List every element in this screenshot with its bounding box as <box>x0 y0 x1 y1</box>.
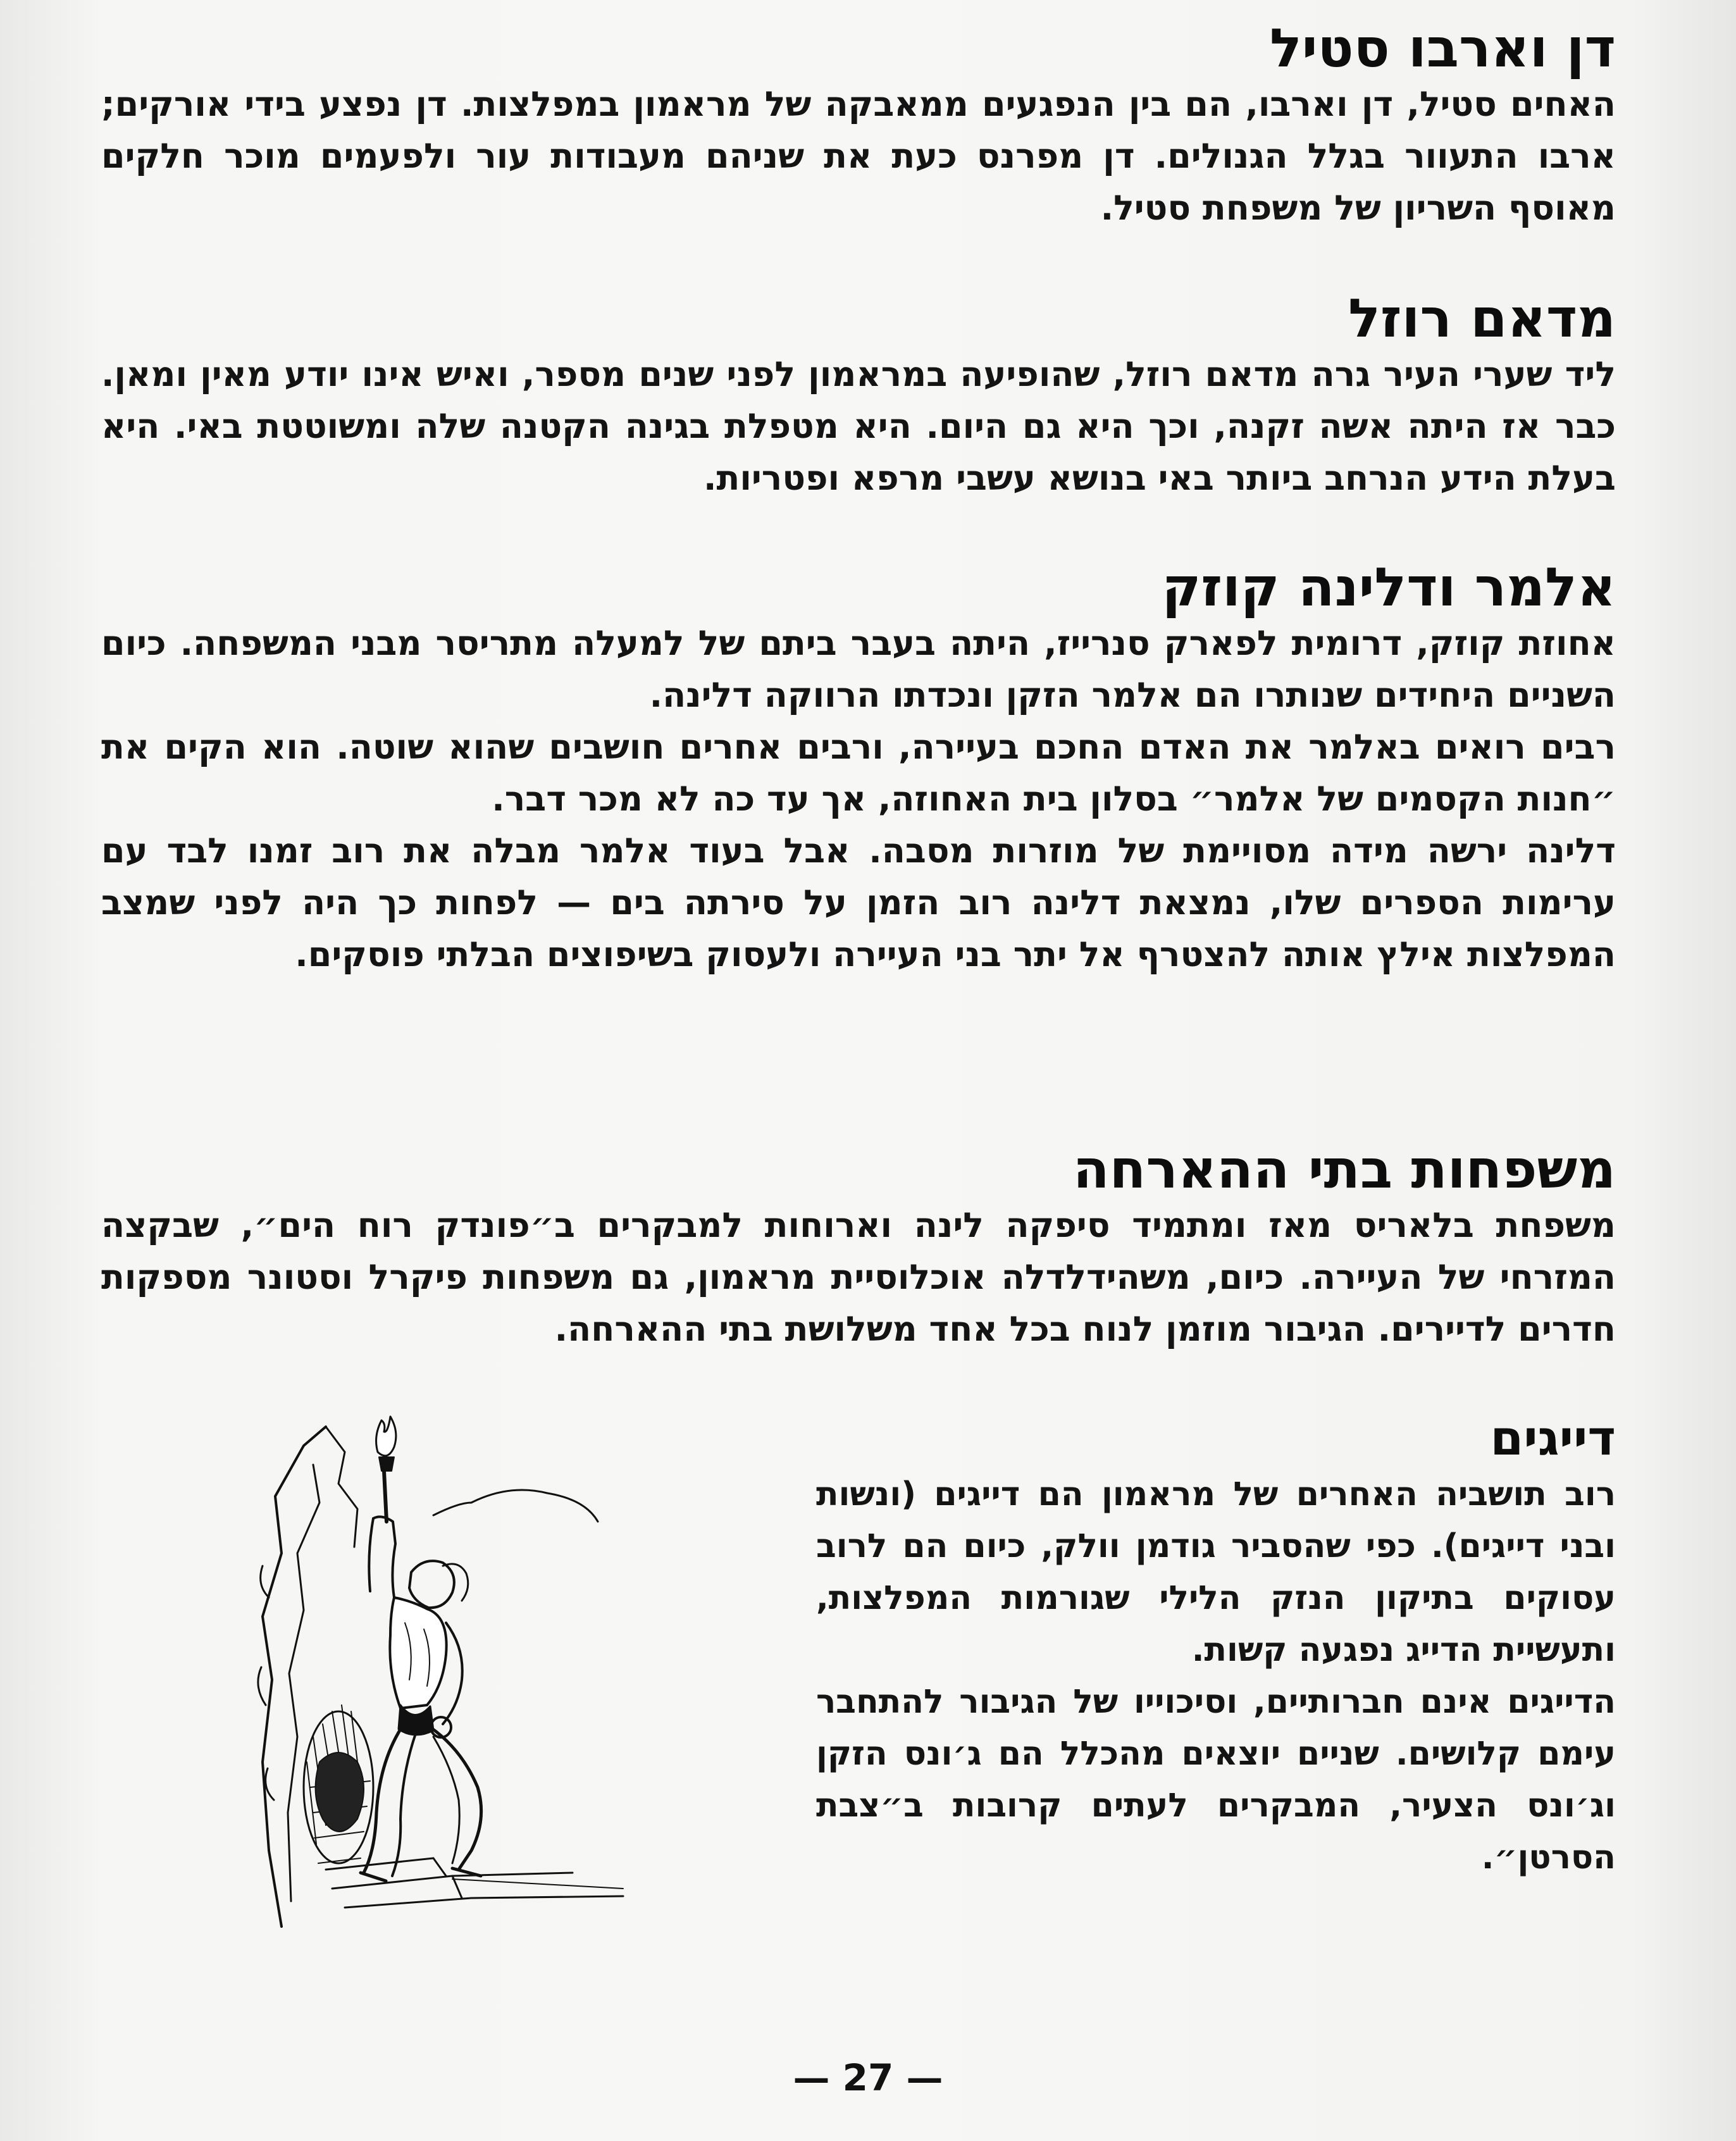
paragraph: ליד שערי העיר גרה מדאם רוזל, שהופיעה במראמון לפני שנים מספר, ואיש אינו יודע מאין ומאן. כבר אז היתה אשה זקנה, וכך היא גם היום. היא מטפלת בגינה הקטנה שלה ומשוטטת באי. היא בעלת הידע הנרחב ביותר באי בנושא עשבי מרפא ופטריות. <box>101 354 1616 498</box>
paragraph: רבים רואים באלמר את האדם החכם בעיירה, ורבים אחרים חושבים שהוא שוטה. הוא הקים את ״חנות הקסמים של אלמר״ בסלון בית האחוזה, אך עד כה לא מכר דבר. <box>101 727 1616 819</box>
page-number: — 27 — <box>793 2056 943 2099</box>
torch-bearer-illustration <box>244 1408 648 1933</box>
section-heading: דן וארבו סטיל <box>1269 17 1616 79</box>
paragraph: אחוזת קוזק, דרומית לפארק סנרייז, היתה בעבר ביתם של למעלה מתריסר מבני המשפחה. כיום השניים היחידים שנותרו הם אלמר הזקן ונכדתו הרווקה דלינה. <box>101 623 1616 715</box>
paragraph: משפחת בלאריס מאז ומתמיד סיפקה לינה וארוחות למבקרים ב״פונדק רוח הים״, שבקצה המזרחי של העיירה. כיום, משהידלדלה אוכלוסיית מראמון, גם משפחות פיקרל וסטונר מספקות חדרים לדיירים. הגיבור מוזמן לנוח בכל אחד משלושת בתי ההארחה. <box>101 1205 1616 1349</box>
section-guesthouse-families <box>101 1139 1616 1355</box>
section-steel-brothers <box>101 18 1616 234</box>
section-heading: מדאם רוזל <box>1348 287 1616 349</box>
section-madam-rozel <box>101 288 1616 504</box>
paragraph: האחים סטיל, דן וארבו, הם בין הנפגעים ממאבקה של מראמון במפלצות. דן נפצע בידי אורקים; ארבו התעוור בגלל הגנולים. דן מפרנס כעת את שניהם מעבודות עור ולפעמים מוכר חלקים מאוסף השריון של משפחת סטיל. <box>101 84 1616 228</box>
paragraph: דלינה ירשה מידה מסויימת של מוזרות מסבה. אבל בעוד אלמר מבלה את רוב זמנו לבד עם ערימות הספרים שלו, נמצאת דלינה רוב הזמן על סירתה בים — לפחות כך היה לפני שמצב המפלצות אילץ אותה להצטרף אל יתר בני העיירה ולעסוק בשיפוצים הבלתי פוסקים. <box>101 831 1616 974</box>
paragraph: רוב תושביה האחרים של מראמון הם דייגים (ונשות ובני דייגים). כפי שהסביר גודמן וולק, כיום הם לרוב עסוקים בתיקון הנזק הלילי שגורמות המפלצות, ותעשיית הדייג נפגעה קשות. <box>816 1475 1616 1669</box>
section-heading: משפחות בתי ההארחה <box>1072 1138 1616 1200</box>
section-kozak-family <box>101 557 1616 981</box>
paragraph: הדייגים אינם חברותיים, וסיכוייו של הגיבור להתחבר עימם קלושים. שניים יוצאים מהכלל הם ג׳ונס הזקן וג׳ונס הצעיר, המבקרים לעתים קרובות ב״צבת הסרטן״. <box>816 1683 1616 1877</box>
section-fishermen <box>816 1408 1616 1883</box>
section-heading: אלמר ודלינה קוזק <box>1162 556 1616 618</box>
section-heading: דייגים <box>1490 1410 1616 1466</box>
